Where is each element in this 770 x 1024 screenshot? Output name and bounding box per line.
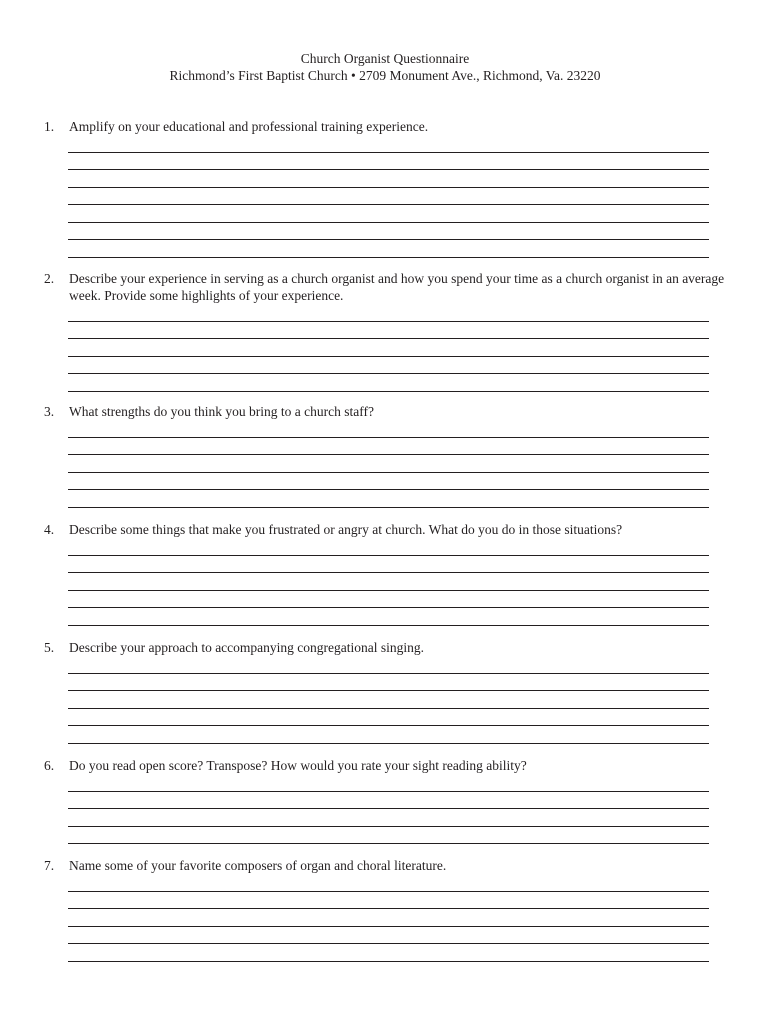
question-text: Describe your experience in serving as a church organist and how you spend your time as a church organist in an average week. Provide some highlights of your experience. [69, 271, 725, 303]
question-text: What strengths do you think you bring to a church staff? [69, 404, 374, 419]
answer-line[interactable] [68, 709, 709, 727]
document-subtitle: Richmond’s First Baptist Church • 2709 Monument Ave., Richmond, Va. 23220 [169, 68, 601, 83]
question-4 [40, 521, 730, 626]
question-number: 2. [44, 271, 55, 286]
question-5 [40, 639, 730, 744]
question-3 [40, 403, 730, 508]
question-number: 3. [44, 404, 55, 419]
answer-line[interactable] [68, 438, 709, 456]
answer-line[interactable] [68, 473, 709, 491]
answer-line[interactable] [68, 927, 709, 945]
answer-line[interactable] [68, 339, 709, 357]
question-number: 4. [44, 522, 55, 537]
document-header [0, 50, 770, 84]
answer-line[interactable] [68, 809, 709, 827]
question-text: Name some of your favorite composers of organ and choral literature. [69, 858, 447, 873]
answer-line[interactable] [68, 827, 709, 845]
answer-line[interactable] [68, 304, 709, 322]
answer-line[interactable] [68, 538, 709, 556]
answer-line[interactable] [68, 223, 709, 241]
answer-lines[interactable] [68, 656, 709, 744]
answer-line[interactable] [68, 170, 709, 188]
answer-line[interactable] [68, 909, 709, 927]
answer-line[interactable] [68, 357, 709, 375]
answer-line[interactable] [68, 674, 709, 692]
answer-line[interactable] [68, 135, 709, 153]
answer-line[interactable] [68, 774, 709, 792]
answer-line[interactable] [68, 188, 709, 206]
question-text: Amplify on your educational and professional training experience. [69, 119, 429, 134]
question-number: 1. [44, 119, 55, 134]
question-text: Do you read open score? Transpose? How would you rate your sight reading ability? [69, 758, 527, 773]
answer-line[interactable] [68, 656, 709, 674]
question-text: Describe some things that make you frustrated or angry at church. What do you do in those situations? [69, 522, 623, 537]
answer-lines[interactable] [68, 304, 709, 392]
answer-lines[interactable] [68, 538, 709, 626]
answer-line[interactable] [68, 944, 709, 962]
answer-line[interactable] [68, 608, 709, 626]
answer-line[interactable] [68, 153, 709, 171]
answer-line[interactable] [68, 874, 709, 892]
question-number: 7. [44, 858, 55, 873]
answer-line[interactable] [68, 205, 709, 223]
answer-line[interactable] [68, 374, 709, 392]
answer-line[interactable] [68, 240, 709, 258]
question-number: 5. [44, 640, 55, 655]
question-text: Describe your approach to accompanying congregational singing. [69, 640, 425, 655]
answer-lines[interactable] [68, 774, 709, 844]
answer-line[interactable] [68, 455, 709, 473]
answer-line[interactable] [68, 691, 709, 709]
question-7 [40, 857, 730, 962]
answer-lines[interactable] [68, 135, 709, 258]
answer-line[interactable] [68, 573, 709, 591]
answer-line[interactable] [68, 792, 709, 810]
question-1 [40, 118, 730, 258]
answer-line[interactable] [68, 726, 709, 744]
answer-line[interactable] [68, 322, 709, 340]
answer-line[interactable] [68, 490, 709, 508]
answer-line[interactable] [68, 556, 709, 574]
answer-lines[interactable] [68, 874, 709, 962]
question-2 [40, 270, 730, 392]
answer-lines[interactable] [68, 420, 709, 508]
question-6 [40, 757, 730, 844]
document-title: Church Organist Questionnaire [300, 51, 470, 66]
answer-line[interactable] [68, 591, 709, 609]
question-number: 6. [44, 758, 55, 773]
answer-line[interactable] [68, 892, 709, 910]
answer-line[interactable] [68, 420, 709, 438]
